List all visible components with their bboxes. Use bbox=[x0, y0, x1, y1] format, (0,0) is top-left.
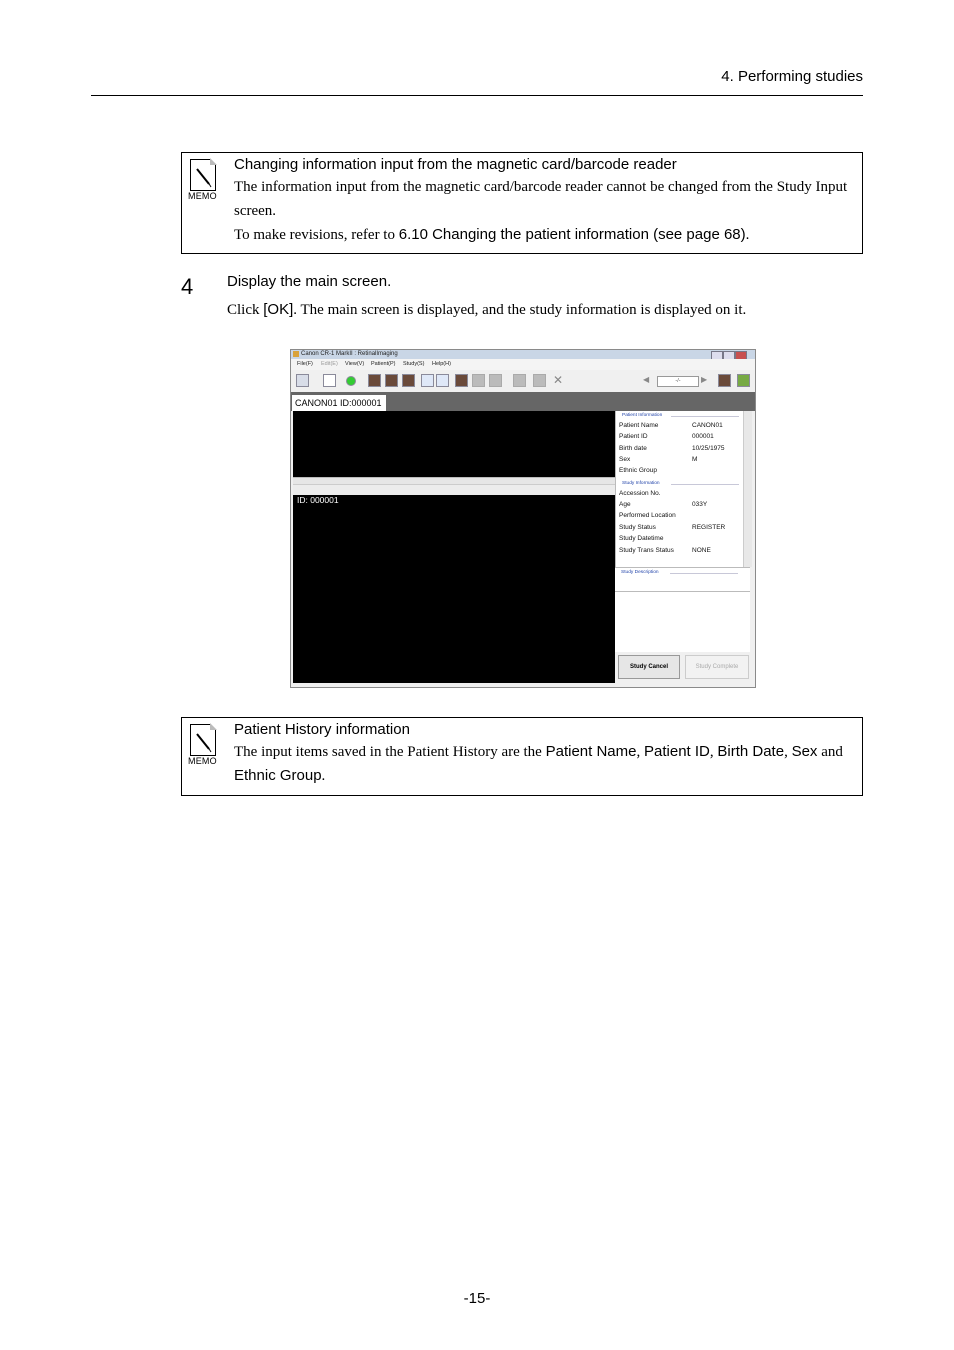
layout-1-icon[interactable] bbox=[368, 374, 381, 387]
menu-file[interactable]: File(F) bbox=[297, 361, 313, 367]
step-title: Display the main screen. bbox=[227, 273, 392, 290]
image-area-bottom bbox=[293, 495, 615, 683]
info-panel bbox=[615, 411, 751, 567]
info-label: Patient Name bbox=[619, 422, 659, 429]
info-value: M bbox=[692, 456, 698, 463]
exit-icon[interactable] bbox=[737, 374, 750, 387]
delete-icon[interactable]: ✕ bbox=[553, 373, 564, 387]
study-description-label: Study Description bbox=[621, 570, 659, 575]
menu-help[interactable]: Help(H) bbox=[432, 361, 451, 367]
memo-text-reference: To make revisions, refer to 6.10 Changing the patient information (see page 68). bbox=[234, 226, 750, 243]
menu-study[interactable]: Study(S) bbox=[403, 361, 425, 367]
layout-9-icon[interactable] bbox=[402, 374, 415, 387]
previous-icon[interactable]: ◀ bbox=[643, 375, 650, 384]
menu-edit[interactable]: Edit(E) bbox=[321, 361, 338, 367]
study-cancel-button[interactable]: Study Cancel bbox=[618, 655, 680, 679]
memo-title: Changing information input from the magnetic card/barcode reader bbox=[234, 156, 677, 173]
memo-title: Patient History information bbox=[234, 721, 410, 738]
ok-button-reference: [OK] bbox=[263, 301, 294, 318]
patient-tab[interactable]: CANON01 ID:000001 bbox=[292, 395, 386, 411]
info-value: 033Y bbox=[692, 501, 708, 508]
info-label: Study Status bbox=[619, 524, 656, 531]
info-label: Patient ID bbox=[619, 433, 648, 440]
menu-patient[interactable]: Patient(P) bbox=[371, 361, 396, 367]
image-area-top bbox=[293, 411, 615, 477]
step-number: 4 bbox=[181, 274, 194, 299]
info-value: NONE bbox=[692, 547, 711, 554]
section-header: 4. Performing studies bbox=[721, 68, 863, 85]
memo-text: The information input from the magnetic card/barcode reader cannot be changed from the Study Input screen. bbox=[234, 179, 848, 219]
memo-icon bbox=[190, 724, 216, 764]
study-info-section-label: Study Information bbox=[622, 481, 660, 486]
memo-icon bbox=[190, 159, 216, 199]
app-toolbar bbox=[291, 370, 755, 393]
study-button-area bbox=[615, 652, 750, 683]
step-text: Click [OK]. The main screen is displayed, and the study information is displayed on it. bbox=[227, 301, 747, 318]
page-number: -15- bbox=[463, 1290, 491, 1307]
app-logo-icon bbox=[293, 351, 299, 357]
image-view-icon[interactable] bbox=[455, 374, 468, 387]
memo-label: MEMO bbox=[188, 756, 217, 766]
study-description-field[interactable] bbox=[615, 591, 750, 653]
app-menubar bbox=[291, 359, 755, 370]
overlay-icon[interactable] bbox=[489, 374, 502, 387]
study-description-panel bbox=[615, 567, 750, 592]
app-titlebar bbox=[291, 350, 755, 359]
album-icon[interactable] bbox=[718, 374, 731, 387]
info-label: Age bbox=[619, 501, 631, 508]
status-icon[interactable] bbox=[346, 376, 356, 386]
memo-text: The input items saved in the Patient History are the Patient Name, Patient ID, Birth Date, Sex and Ethnic Group. bbox=[234, 743, 843, 784]
next-icon[interactable]: ▶ bbox=[701, 375, 708, 384]
image-index-field[interactable]: -/- bbox=[657, 376, 699, 387]
info-label: Study Trans Status bbox=[619, 547, 674, 554]
image-id-label: ID: 000001 bbox=[297, 495, 339, 505]
export-icon[interactable] bbox=[533, 374, 546, 387]
layout-4-icon[interactable] bbox=[385, 374, 398, 387]
cross-reference-link[interactable]: 6.10 Changing the patient information (see page 68) bbox=[398, 226, 746, 243]
study-complete-button[interactable]: Study Complete bbox=[685, 655, 749, 679]
info-value: REGISTER bbox=[692, 524, 726, 531]
info-label: Birth date bbox=[619, 445, 647, 452]
info-label: Accession No. bbox=[619, 490, 661, 497]
color-icon[interactable] bbox=[323, 374, 336, 387]
memo-box-card-reader bbox=[181, 152, 863, 254]
header-rule bbox=[91, 95, 863, 96]
info-label: Performed Location bbox=[619, 512, 676, 519]
info-scrollbar[interactable] bbox=[743, 411, 752, 567]
patient-info-section-label: Patient Information bbox=[622, 413, 663, 418]
info-value: 000001 bbox=[692, 433, 714, 440]
transfer-icon[interactable] bbox=[436, 374, 449, 387]
menu-view[interactable]: View(V) bbox=[345, 361, 365, 367]
info-value: 10/25/1975 bbox=[692, 445, 725, 452]
info-label: Sex bbox=[619, 456, 631, 463]
info-label: Study Datetime bbox=[619, 535, 664, 542]
info-value: CANON01 bbox=[692, 422, 723, 429]
print-icon[interactable] bbox=[513, 374, 526, 387]
compare-icon[interactable] bbox=[472, 374, 485, 387]
app-title: Canon CR-1 MarkII : RetinalImaging bbox=[301, 351, 398, 357]
memo-box-patient-history bbox=[181, 717, 863, 796]
patient-tabbar bbox=[291, 392, 755, 411]
main-screen-screenshot bbox=[290, 349, 756, 688]
search-icon[interactable] bbox=[421, 374, 434, 387]
memo-label: MEMO bbox=[188, 191, 217, 201]
info-label: Ethnic Group bbox=[619, 467, 657, 474]
patient-list-icon[interactable] bbox=[296, 374, 309, 387]
